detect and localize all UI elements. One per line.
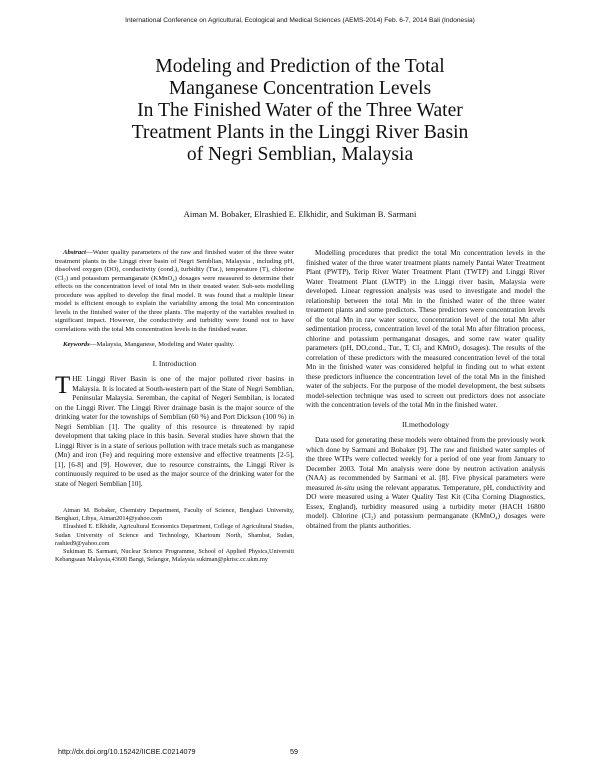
method-text-b: using the relevant apparatus. Temperature, pH, conductivity and DO were measured using a Water Quality Test Kit (Ciba Corning Diagnostics, Essex, England), turbidity measured using a turbidity meter (HACH 16800 model). Chlorine (Cl₂) and potassium permanganate (KMnO₄) dosages were obtained from the plants authorities.: [306, 483, 546, 530]
footnote-author-2: Elrashied E. Elkhidir, Agricultural Economics Department, College of Agricultural Studies, Sudan University of Science and Technology, Khartoum North, Shambat, Sudan, rashied9@yahoo.com: [55, 523, 294, 547]
footnote-author-1: Aiman M. Bobaker, Chemistry Department, Faculty of Science, Benghazi University, Benghazi, Libya, Aiman2014@yahoo.com: [55, 507, 294, 523]
intro-paragraph-1: [55, 372, 294, 489]
title-line: Modeling and Prediction of the Total: [155, 56, 445, 77]
paper-title: [60, 56, 540, 166]
footnote-author-3: Sukiman B. Sarmani, Nuclear Science Programme, School of Applied Physics,Universiti Kebangsaan Malaysia,43600 Bangi, Selangor, Malaysia sukiman@pkrisc.cc.ukm.my: [55, 548, 294, 564]
doi-link[interactable]: http://dx.doi.org/10.15242/IICBE.C0214079: [58, 747, 196, 756]
conference-header: International Conference on Agricultural, Ecological and Medical Sciences (AEMS-2014) Feb. 6-7, 2014 Bali (Indonesia): [125, 17, 475, 24]
title-line: Treatment Plants in the Linggi River Basin: [131, 122, 469, 143]
method-paragraph-1: [306, 436, 545, 531]
intro-text-1: HE Linggi River Basin is one of the major polluted river basins in Malaysia. It is located at South-western part of the State of Negri Semblian, Peninsular Malaysia. Seremban, the capital of Negeri Sembilan, is located on the Linggi River. The Linggi River drainage basin is the major source of the drinking water for the townships of Semblian (60 %) and Port Dickson (100 %) in Negri Semblian [1]. The quality of this resource is threatened by rapid development that taking place in this basin. Several studies have shown that the Linggi River is in a state of serious pollution with trace metals such as manganese (Mn) and iron (Fe) and requiring more extensive and effective treatments [2-5], [1], [6-8] and [9]. However, due to resource constraints, the Linggi River is continuously required to be used as the major source of the drinking water for the state of Negeri Semblian [10].: [55, 375, 294, 488]
right-column: [306, 249, 545, 531]
section-heading-methodology: II.methodology: [401, 419, 450, 429]
title-line: In The Finished Water of the Three Water: [137, 100, 463, 121]
method-text-italic: in-situ: [335, 483, 355, 492]
keywords-label: Keywords: [63, 341, 90, 348]
keywords: [55, 341, 294, 350]
left-column: [55, 249, 294, 564]
drop-cap: T: [55, 372, 71, 399]
title-line: of Negri Semblian, Malaysia: [186, 144, 414, 165]
intro-paragraph-2: Modelling procedures that predict the total Mn concentration levels in the finished water of the three water treatment plants namely Pantai Water Treatment Plant (PWTP), Terip River Water Treatment Plant (TWTP) and Linggi River Water Treatment Plant (LWTP) in the Linggi river basin, Malaysia were developed. Linear regression analysis was used to investigate and model the relationship between the total Mn in the finished water of the three water treatment plants and some predictors. These predictors were concentration levels of the total Mn in raw water source, concentration level of the total Mn after sedimentation process, concentration level of the total Mn after filtration process, chlorine and potassium permanganat dosages, and some raw water quality parameters (pH, DO,cond., Tur., T, Cl₂ and KMnO₄ dosages). The results of the correlation of these predictors with the measured concentration level of the total Mn in the finished water was considered helpful in finding out to what extent these predictors influence the concentration level of the total Mn in the finished water of the subjects. For the purpose of the model development, the best subsets model-selection technique was used to screen out predictors does not associate with the concentration levels of the total Mn in the finished water.: [306, 249, 545, 409]
section-heading-introduction: I. Introduction: [152, 358, 197, 368]
keywords-text: —Malaysia, Manganese, Modeling and Water quality.: [89, 341, 235, 348]
author-list: Aiman M. Bobaker, Elrashied E. Elkhidir, and Sukiman B. Sarmani: [183, 209, 417, 219]
title-line: Manganese Concentration Levels: [168, 78, 432, 99]
method-text-a: Data used for generating these models were obtained from the previously work which done by Sarmani and Bobaker [9]. The raw and finished water samples of the three WTPs were collected weekly for a period of one year from January to December 2003. Total Mn analysis were done by neutron activation analysis (NAA) as recommended by Sarmani et al. [8]. Five physical parameters were measured: [306, 436, 545, 492]
abstract: [55, 249, 294, 334]
abstract-label: Abstract: [63, 249, 87, 256]
abstract-text: —Water quality parameters of the raw and finished water of the three water treatment plants in the Linggi river basin of Negri Semblian, Malaysia , including pH, dissolved oxygen (DO), conductivity (cond.), turbidity (Tur.), temperature (T), chlorine (Cl₂) and potassium permanganate (KMnO₄) dosages were measured to determine their effects on the concentration level of total Mn in their treated water. Sub-sets modelling procedure was applied to develop the final model. It was found that a multiple linear model is efficient enough to explain the variability among the total Mn concentration levels in the finished water of the three plants. The majority of the variables resulted in significant impact. However, the conductivity and turbidity were found not to have correlations with the total Mn concentration levels in the finished water.: [55, 249, 294, 333]
page-number: 59: [290, 747, 298, 756]
